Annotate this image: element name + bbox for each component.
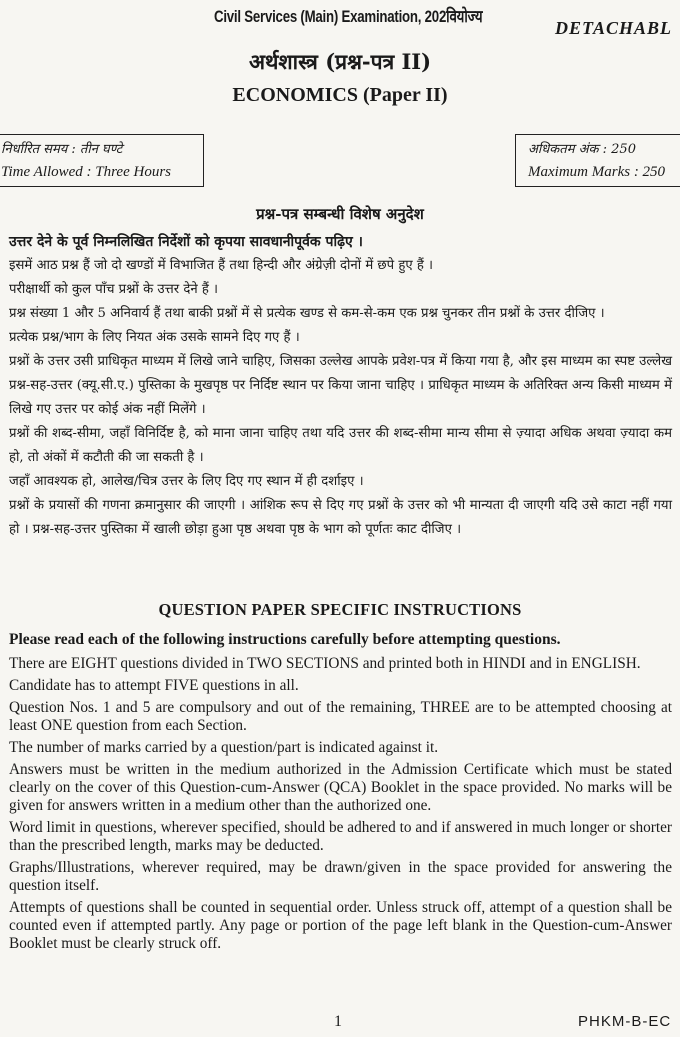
subject-title-english: ECONOMICS (Paper II) — [232, 84, 448, 106]
hindi-instruction-item: प्रत्येक प्रश्न/भाग के लिए नियत अंक उसके सामने दिए गए हैं । — [9, 330, 300, 345]
hindi-instruction-item: जहाँ आवश्यक हो, आलेख/चित्र उत्तर के लिए दिए गए स्थान में ही दर्शाइए । — [9, 474, 364, 489]
english-instruction-item: Answers must be written in the medium authorized in the Admission Certificate which must be stated clearly on the cover of this Question-cum-Answer (QCA) Booklet in the space provided. No marks will be given for answers written in a medium other than the authorized one. — [9, 761, 672, 814]
english-instructions-intro: Please read each of the following instructions carefully before attempting questions. — [9, 631, 561, 648]
maximum-marks-english: Maximum Marks : 250 — [528, 164, 666, 180]
maximum-marks-hindi: अधिकतम अंक : 250 — [528, 142, 636, 157]
hindi-instructions — [9, 230, 672, 542]
hindi-instruction-item: परीक्षार्थी को कुल पाँच प्रश्नों के उत्तर देने हैं । — [9, 282, 219, 297]
english-instructions — [9, 631, 672, 957]
english-instruction-item: Candidate has to attempt FIVE questions in all. — [9, 677, 299, 694]
time-allowed-box — [0, 134, 204, 187]
english-instruction-item: Graphs/Illustrations, wherever required, may be drawn/given in the space provided for answering the question itself. — [9, 859, 672, 894]
english-instruction-item: There are EIGHT questions divided in TWO SECTIONS and printed both in HINDI and in ENGLISH. — [9, 655, 641, 672]
maximum-marks-box — [515, 134, 680, 187]
time-allowed-hindi: निर्धारित समय : तीन घण्टे — [1, 142, 123, 157]
hindi-instruction-item: प्रश्नों की शब्द-सीमा, जहाँ विनिर्दिष्ट है, को माना जाना चाहिए तथा यदि उत्तर की शब्द-सीमा मान्य सीमा से ज़्यादा अधिक अथवा ज़्यादा कम हो, तो अंकों में कटौती की जा सकती है । — [9, 426, 672, 465]
english-instruction-item: Word limit in questions, wherever specified, should be adhered to and if answered in much longer or shorter than the prescribed length, marks may be deducted. — [9, 819, 672, 854]
english-instruction-item: Attempts of questions shall be counted in sequential order. Unless struck off, attempt of a question shall be counted even if attempted partly. Any page or portion of the page left blank in the Question-cum-Answer Booklet must be clearly struck off. — [9, 899, 672, 952]
hindi-instruction-item: प्रश्नों के प्रयासों की गणना क्रमानुसार की जाएगी । आंशिक रूप से दिए गए प्रश्नों के उत्तर को भी मान्यता दी जाएगी यदि उसे काटा नहीं गया हो । प्रश्न-सह-उत्तर पुस्तिका में खाली छोड़ा हुआ पृष्ठ अथवा पृष्ठ के भाग को पूर्णतः काट दीजिए । — [9, 498, 672, 537]
page-number: 1 — [334, 1013, 342, 1030]
english-instruction-item: The number of marks carried by a question/part is indicated against it. — [9, 739, 439, 756]
hindi-instruction-item: इसमें आठ प्रश्न हैं जो दो खण्डों में विभाजित हैं तथा हिन्दी और अंग्रेज़ी दोनों में छपे हुए हैं । — [9, 258, 434, 273]
exam-name: Civil Services (Main) Examination, 202 — [214, 7, 447, 26]
detachable-hindi: वियोज्य — [446, 7, 483, 27]
paper-code: PHKM-B-EC — [578, 1013, 672, 1030]
english-instructions-heading: QUESTION PAPER SPECIFIC INSTRUCTIONS — [158, 600, 522, 619]
english-instruction-item: Question Nos. 1 and 5 are compulsory and out of the remaining, THREE are to be attempted choosing at least ONE question from each Section. — [9, 699, 672, 734]
hindi-instruction-item: प्रश्न संख्या 1 और 5 अनिवार्य हैं तथा बाकी प्रश्नों में से प्रत्येक खण्ड से कम-से-कम एक प्रश्न चुनकर तीन प्रश्नों के उत्तर दीजिए । — [9, 306, 605, 321]
time-allowed-english: Time Allowed : Three Hours — [1, 164, 172, 180]
hindi-instruction-item: प्रश्नों के उत्तर उसी प्राधिकृत माध्यम में लिखे जाने चाहिए, जिसका उल्लेख आपके प्रवेश-पत्र में किया गया है, और इस माध्यम का स्पष्ट उल्लेख प्रश्न-सह-उत्तर (क्यू.सी.ए.) पुस्तिका के मुखपृष्ठ पर निर्दिष्ट स्थान पर किया जाना चाहिए । प्राधिकृत माध्यम के अतिरिक्त अन्य किसी माध्यम में लिखे गए उत्तर पर कोई अंक नहीं मिलेंगे । — [9, 354, 672, 417]
exam-name-banner — [214, 4, 482, 27]
detachable-label: DETACHABL — [555, 18, 673, 38]
subject-title-hindi: अर्थशास्त्र (प्रश्न-पत्र II) — [248, 49, 432, 74]
hindi-instructions-heading: प्रश्न-पत्र सम्बन्धी विशेष अनुदेश — [256, 205, 424, 223]
hindi-instructions-intro: उत्तर देने के पूर्व निम्नलिखित निर्देशों को कृपया सावधानीपूर्वक पढ़िए । — [9, 234, 363, 250]
